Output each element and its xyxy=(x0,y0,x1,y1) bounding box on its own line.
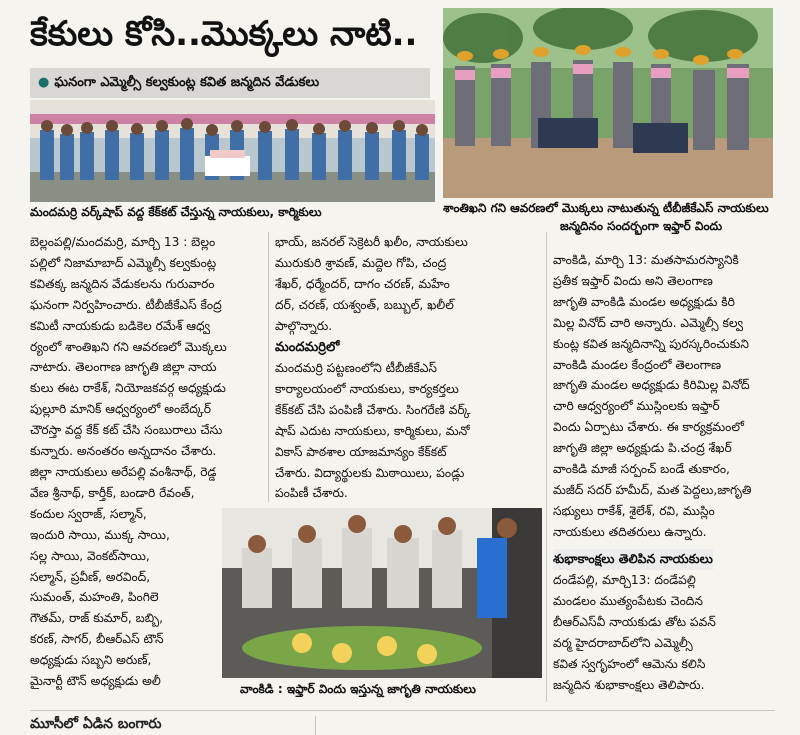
article-column-3b xyxy=(553,570,775,695)
section-head-wishes: శుభాకాంక్షలు తెలిపిన నాయకులు xyxy=(553,549,713,570)
bottom-rule xyxy=(30,710,775,711)
text-line: పల్లిలో నిజామాబాద్ ఎమ్మెల్సీ కల్వకుంట్ల xyxy=(30,255,217,270)
text-line: ఘనంగా నిర్వహించారు. టీబీజీకేఎస్ కేంద్ర xyxy=(30,297,222,312)
text-line: భాయ్, జనరల్ సెక్రెటరీ ఖలీం, నాయకులు xyxy=(275,235,468,249)
column-2-subhead xyxy=(275,337,540,359)
text-line: నాటారు. తెలంగాణ జాగృతి జిల్లా నాయ xyxy=(30,360,217,375)
text-line: కవిత స్వగృహంలో ఆమెను కలిసి xyxy=(553,656,706,671)
text-line: జాగృతి మండల అధ్యక్షుడు కిరిమిల్ల వినోద్ xyxy=(553,378,750,393)
text-line: కమిటీ నాయకుడు బడికెల రమేశ్ ఆధ్వ xyxy=(30,318,211,333)
text-line: చేశారు. విద్యార్థులకు మిఠాయిలు, పండ్లు xyxy=(275,465,465,480)
text-line: సల్మాన్, ప్రవీణ్, అరవింద్, xyxy=(30,569,151,584)
column-3-subhead xyxy=(553,549,775,570)
text-line: ప్రతీక ఇఫ్తార్ విందు అని తెలంగాణ xyxy=(553,273,713,288)
tree-planting-caption-line2: జన్మదినం సందర్భంగా ఇఫ్తార్ విందు xyxy=(560,219,723,233)
text-line: పాల్గొన్నారు. xyxy=(275,318,333,333)
text-line: పుల్లూరి మానిక్ ఆధ్వర్యంలో అంబేద్కర్ xyxy=(30,402,211,417)
text-line: దర్, చరణ్, యశ్వంత్, బబ్బుల్, ఖలీల్ xyxy=(275,297,454,312)
text-line: జిల్లా నాయకులు అరేపల్లి వంశీనాథ్, రెడ్డ xyxy=(30,464,217,479)
text-line: ఇందురి సాయి, ముక్క సాయి, xyxy=(30,527,170,542)
text-line: బీఆర్ఎస్‌వీ నాయకుడు తోట పవన్ xyxy=(553,614,716,629)
text-line: నాయకులు తదితరులు ఉన్నారు. xyxy=(553,524,707,539)
iftar-photo-caption: వాంకిడి : ఇఫ్తార్ విందు ఇస్తున్న జాగృతి నాయకులు xyxy=(240,682,476,696)
text-line: కులు ఈట రాకేశ్, నియోజకవర్గ అధ్యక్షుడు xyxy=(30,381,226,396)
text-line: సభ్యులు రాకేశ్, శైలేశ్, రవి, ముస్లిం xyxy=(553,503,715,518)
iftar-photo xyxy=(222,508,542,678)
column-divider xyxy=(268,232,269,502)
text-line: సుమంత్, మహంతి, పింగిలె xyxy=(30,590,159,605)
text-line: మురుకురి శ్రావణ్, మద్దెల గోపి, చంద్ర xyxy=(275,255,447,270)
text-line: కవితక్క జన్మదిన వేడుకలను గురువారం xyxy=(30,276,215,291)
text-line: షాప్ ఎదుట నాయకులు, కార్మికులు, మనో xyxy=(275,423,470,438)
text-line: కుంట్ల కవిత జన్మదినాన్ని పురస్కరించుకుని xyxy=(553,336,749,351)
text-line: అధ్యక్షుడు సబ్బని అరుణ్, xyxy=(30,653,152,668)
text-line: మందమర్రి పట్టణంలోని టీబీజీకేఎస్ xyxy=(275,361,437,375)
text-line: చౌరస్తా వద్ద కేక్ కట్ చేసి సంబురాలు చేసు xyxy=(30,423,223,438)
tree-planting-caption-line1: శాంతిఖని గని ఆవరణలో మొక్కలు నాటుతున్న టీబీజీకేఎస్ నాయకులు xyxy=(443,201,769,215)
article-column-3 xyxy=(553,250,775,543)
text-line: ర్యంలో శాంతిఖని గని ఆవరణలో మొక్కలు xyxy=(30,339,227,354)
text-line: పంపిణీ చేశారు. xyxy=(275,486,348,501)
text-line: వాంకిడి, మార్చి 13: మతసామరస్యానికి xyxy=(553,253,739,267)
text-line: వాంకిడి మండల కేంద్రంలో తెలంగాణ xyxy=(553,357,722,372)
next-article-headline-fragment: మూసీలో ఏడిన బంగారు xyxy=(30,716,162,732)
subheadline-text: ఘనంగా ఎమ్మెల్సీ కల్వకుంట్ల కవిత జన్మదిన వేడుకలు xyxy=(54,75,320,90)
text-line: వేణ శ్రీనాథ్, కార్తీక్, బండారి రేవంత్, xyxy=(30,485,195,500)
text-line: వాంకిడి మాజీ సర్పంచ్ బండే తుకారం, xyxy=(553,462,730,477)
footer-divider xyxy=(315,716,316,735)
text-line: కార్యాలయంలో నాయకులు, కార్యకర్తలు xyxy=(275,381,459,396)
article-column-2b xyxy=(275,358,540,504)
text-line: వర్మ హైదరాబాద్‌లోని ఎమ్మెల్సీ xyxy=(553,635,693,650)
text-line: చారి ఆధ్వర్యంలో ముస్లింలకు ఇఫ్తార్ xyxy=(553,399,720,414)
text-line: కందుల స్వరాజ్, సల్మాన్, xyxy=(30,506,147,521)
text-line: బెల్లంపల్లి/మందమర్రి, మార్చి 13 : బెల్లం xyxy=(30,235,216,249)
bullet-icon: ● xyxy=(38,75,50,90)
text-line: విందు ఏర్పాటు చేశారు. ఈ కార్యక్రమంలో xyxy=(553,420,744,435)
workshop-photo xyxy=(30,100,435,202)
workshop-photo-caption: మందమర్రి వర్క్‌షాప్ వద్ద కేక్‌కట్ చేస్తున్న నాయకులు, కార్మికులు xyxy=(30,205,322,219)
text-line: జాగృతి వాంకిడి మండల అధ్యక్షుడు కిరి xyxy=(553,294,735,309)
text-line: మండలం ముత్యంపేటకు చెందిన xyxy=(553,593,703,608)
text-line: దండేపల్లి, మార్చి13: దండేపల్లి xyxy=(553,573,696,587)
column-divider xyxy=(546,232,547,702)
text-line: కున్నారు. అనంతరం అన్నదానం చేశారు. xyxy=(30,444,217,459)
headline: కేకులు కోసి..మొక్కలు నాటి.. xyxy=(30,14,418,54)
subheadline xyxy=(30,68,430,98)
text-line: మజీద్ సదర్ హమీద్, మత పెద్దలు,జాగృతి xyxy=(553,482,752,497)
text-line: సల్ల సాయి, వెంకట్‌సాయి, xyxy=(30,548,150,563)
text-line: మైనార్టీ టౌన్ అధ్యక్షుడు అలీ xyxy=(30,674,161,689)
text-line: గౌతమ్, రాజ్ కుమార్, బబ్బి, xyxy=(30,611,164,626)
tree-planting-photo xyxy=(443,8,773,198)
section-head-mandamarri: మందమర్రిలో xyxy=(275,340,340,355)
text-line: మిల్ల వినోద్ చారి అన్నారు. ఎమ్మెల్సీ కల్వ xyxy=(553,315,744,330)
text-line: జాగృతి జిల్లా అధ్యక్షుడు పి.చంద్ర శేఖర్ xyxy=(553,441,732,456)
text-line: కేక్‌కట్ చేసి పంపిణీ చేశారు. సింగరేణి వర్క్ xyxy=(275,402,471,417)
text-line: జన్మదిన శుభాకాంక్షలు తెలిపారు. xyxy=(553,677,705,692)
text-line: వికాస్ పాఠశాల యాజమాన్యం కేక్‌కట్ xyxy=(275,444,447,459)
text-line: శేఖర్, ధర్మేందర్, దాగం చరణ్, మహేం xyxy=(275,276,450,291)
text-line: కరణ్, సాగర్, బీఆర్ఎస్ టౌన్ xyxy=(30,632,164,647)
article-column-2 xyxy=(275,232,540,337)
